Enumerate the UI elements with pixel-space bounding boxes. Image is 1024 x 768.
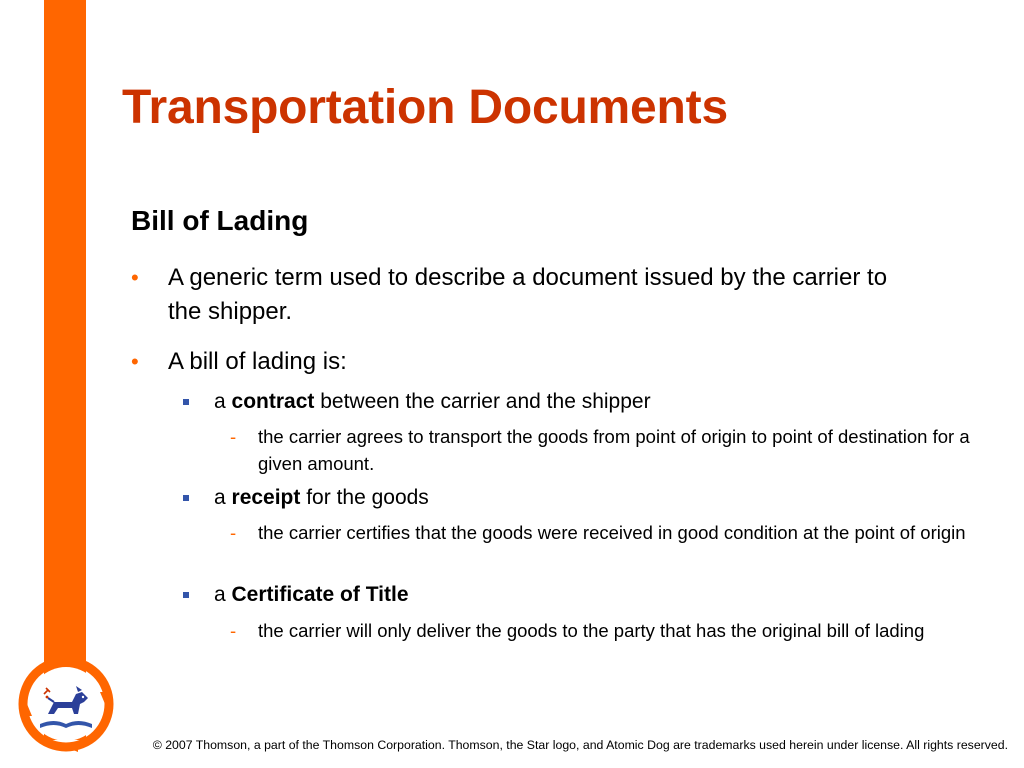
bullet-item: [131, 261, 921, 329]
sub-bullet-item: [183, 581, 983, 609]
sub-bullet-keyword: receipt: [231, 486, 301, 509]
detail-text: the carrier certifies that the goods were received in good condition at the point of origin: [258, 522, 966, 543]
dash-marker: -: [230, 522, 237, 543]
dash-marker: -: [230, 620, 237, 641]
sub-bullet-suffix: for the goods: [300, 486, 429, 509]
atomic-dog-logo-icon: [14, 652, 118, 756]
section-heading: Bill of Lading: [131, 205, 309, 236]
bullet-marker: •: [131, 265, 139, 290]
sub-bullet-keyword: Certificate of Title: [231, 583, 409, 606]
bullet-marker: •: [131, 349, 139, 374]
sub-bullet-prefix: a: [214, 486, 232, 509]
sub-bullet-prefix: a: [214, 390, 232, 413]
square-bullet-icon: [183, 495, 189, 501]
sub-bullet-item: [183, 484, 983, 512]
bullet-text: A generic term used to describe a document issued by the carrier to the shipper.: [168, 264, 888, 325]
bullet-text: A bill of lading is:: [168, 348, 347, 375]
sub-bullet-text: [214, 484, 983, 512]
detail-item: [230, 519, 990, 546]
square-bullet-icon: [183, 399, 189, 405]
slide-title: Transportation Documents: [122, 81, 728, 134]
sub-bullet-text: [214, 581, 983, 609]
square-bullet-icon: [183, 592, 189, 598]
sub-bullet-suffix: between the carrier and the shipper: [314, 390, 651, 413]
detail-text: the carrier will only deliver the goods to the party that has the original bill of lading: [258, 620, 925, 641]
copyright-footer: © 2007 Thomson, a part of the Thomson Corporation. Thomson, the Star logo, and Atomic Dog are trademarks used herein under license. All rights reserved.: [152, 738, 1008, 752]
sub-bullet-prefix: a: [214, 583, 232, 606]
orange-side-bar: [44, 0, 86, 740]
detail-text: the carrier agrees to transport the goods from point of origin to point of destination for a given amount.: [258, 426, 970, 474]
sub-bullet-item: [183, 388, 983, 416]
detail-item: [230, 423, 990, 477]
bullet-item: [131, 345, 921, 379]
sub-bullet-keyword: contract: [231, 390, 315, 413]
detail-item: [230, 617, 990, 644]
dash-marker: -: [230, 426, 237, 447]
sub-bullet-text: [214, 388, 983, 416]
